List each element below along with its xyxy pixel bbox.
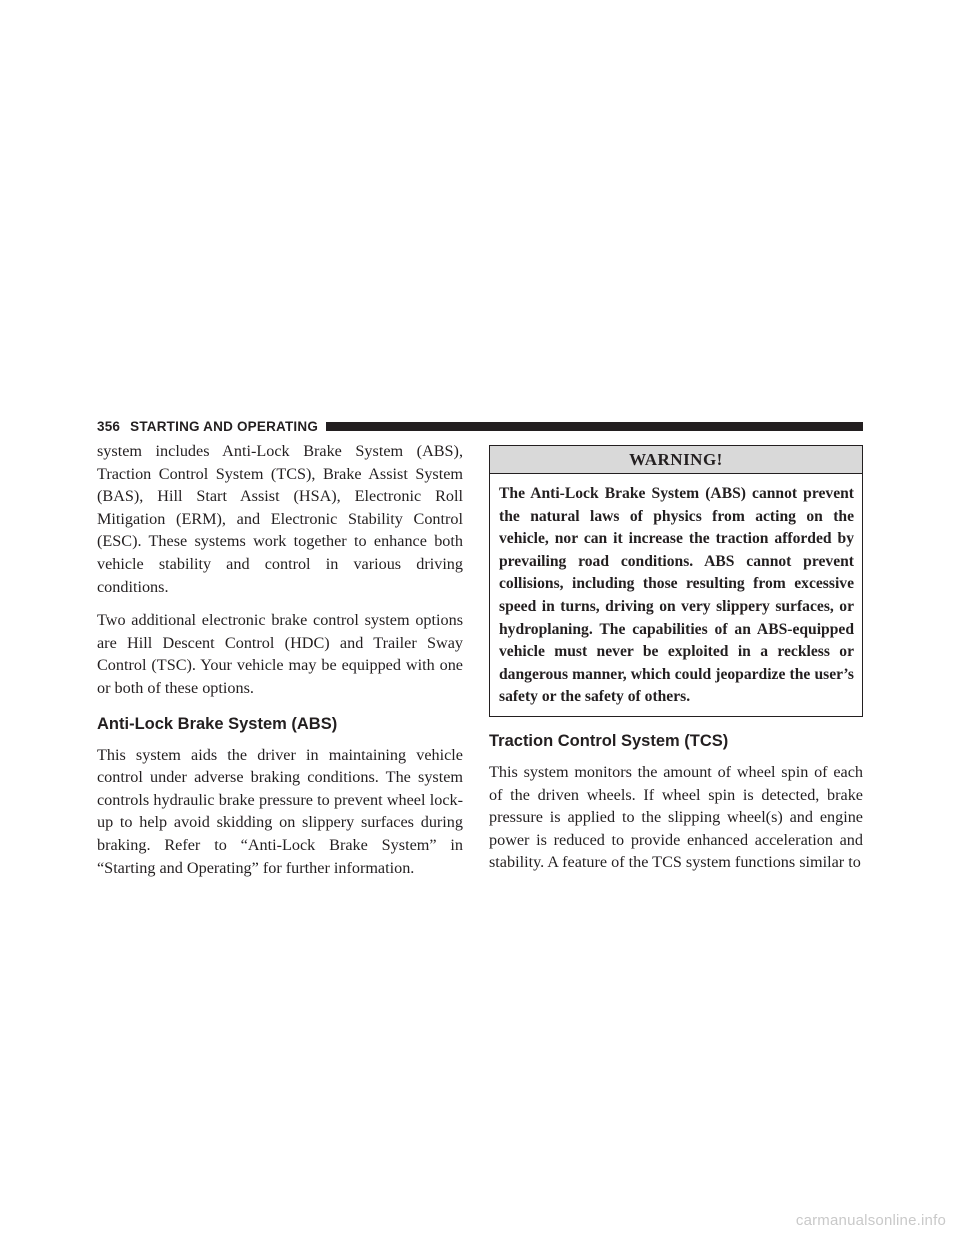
page-number: 356: [97, 418, 121, 434]
abs-heading: Anti-Lock Brake System (ABS): [97, 714, 338, 733]
page-header: [97, 418, 863, 434]
options-paragraph: Two additional electronic brake control system options are Hill Descent Control (HDC) and Trailer Sway Control (TSC). Your vehicle may be equipped with one or both of these options.: [97, 611, 463, 697]
left-column: [97, 440, 463, 890]
abs-paragraph: This system aids the driver in maintaining vehicle control under adverse braking conditions. The system controls hydraulic brake pressure to prevent wheel lock-up to help avoid skidding on slippery surfaces during braking. Refer to “Anti-Lock Brake System” in “Starting and Operating” for further information.: [97, 745, 463, 877]
intro-paragraph: system includes Anti-Lock Brake System (ABS), Traction Control System (TCS), Brake Assist System (BAS), Hill Start Assist (HSA), Electronic Roll Mitigation (ERM), and Electronic Stability Control (ESC). These systems work together to enhance both vehicle stability and control in various driving conditions.: [97, 442, 463, 596]
warning-title: WARNING!: [490, 446, 862, 474]
header-rule: [326, 422, 863, 431]
right-column: [489, 440, 863, 885]
warning-box: [489, 445, 863, 717]
section-title: STARTING AND OPERATING: [130, 418, 319, 434]
tcs-paragraph: This system monitors the amount of wheel spin of each of the driven wheels. If wheel spin is detected, brake pressure is applied to the slipping wheel(s) and engine power is reduced to provide enhanced acceleration and stability. A feature of the TCS system functions similar to: [489, 762, 863, 872]
tcs-heading: Traction Control System (TCS): [489, 731, 729, 750]
warning-text: The Anti-Lock Brake System (ABS) cannot prevent the natural laws of physics from acting on the vehicle, nor can it increase the traction afforded by prevailing road conditions. ABS cannot prevent collisions, including those resulting from excessive speed in turns, driving on very slippery surfaces, or hydroplaning. The capabilities of an ABS-equipped vehicle must never be exploited in a reckless or dangerous manner, which could jeopardize the user’s safety or the safety of others.: [499, 485, 854, 706]
watermark: carmanualsonline.info: [795, 1212, 946, 1229]
